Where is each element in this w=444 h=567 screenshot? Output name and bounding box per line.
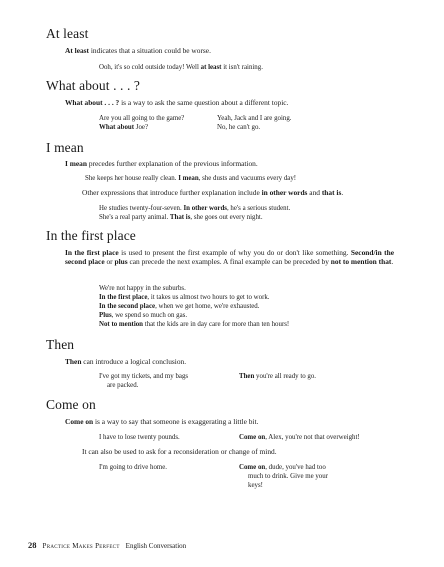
- text: , she dusts and vacuums every day!: [198, 175, 297, 182]
- heading-at-least: At least: [46, 26, 89, 41]
- term: plus: [114, 257, 128, 266]
- definition-at-least: [65, 46, 211, 55]
- example-that-is: [99, 213, 263, 222]
- page-number: 28: [28, 540, 37, 550]
- example-what-about-a2: No, he can't go.: [217, 124, 261, 131]
- example-come-on-1-right: [239, 433, 360, 442]
- text: is a way to ask the same question about a different topic.: [119, 98, 289, 107]
- definition-come-on: [65, 417, 258, 426]
- text: is a way to say that someone is exaggerating a little bit.: [93, 417, 259, 426]
- heading-what-about: What about . . . ?: [46, 78, 141, 93]
- text: can introduce a logical conclusion.: [81, 357, 187, 366]
- term: that is: [321, 188, 342, 197]
- example-come-on-2-right-line3: keys!: [248, 482, 263, 489]
- text: Other expressions that introduce further explanation include: [82, 188, 262, 197]
- term: Then: [239, 373, 255, 380]
- text: She keeps her house really clean.: [85, 175, 179, 182]
- book-title: Practice Makes Perfect: [42, 542, 120, 550]
- term: In the first place: [99, 294, 148, 301]
- term: in other words: [261, 188, 308, 197]
- heading-in-the-first-place: In the first place: [46, 228, 136, 243]
- term: Come on: [239, 434, 266, 441]
- example-then-line1: I've got my tickets, and my bags: [99, 373, 189, 380]
- text: precedes further explanation of the previous information.: [86, 159, 258, 168]
- example-first-place-4: [99, 311, 187, 320]
- example-what-about-q1: Are you all going to the game?: [99, 115, 185, 122]
- term: That is: [169, 214, 191, 221]
- term: In the first place: [65, 248, 119, 257]
- term: Then: [65, 357, 82, 366]
- example-at-least: [99, 63, 263, 72]
- term: I mean: [178, 175, 199, 182]
- note-other-expressions: [82, 188, 343, 197]
- text: He studies twenty-four-seven.: [99, 205, 184, 212]
- heading-then: Then: [46, 337, 75, 352]
- example-then-line2: are packed.: [107, 382, 139, 389]
- text: , we spend so much on gas.: [111, 312, 188, 319]
- heading-come-on: Come on: [46, 397, 96, 412]
- example-what-about-a1: Yeah, Jack and I are going.: [217, 115, 292, 122]
- text: you're all ready to go.: [254, 373, 317, 380]
- term: not to mention that: [330, 257, 392, 266]
- definition-what-about: [65, 98, 288, 107]
- text: She's a real party animal.: [99, 214, 170, 221]
- term: At least: [65, 46, 90, 55]
- text: is used to present the first example of why you do or don't like something.: [118, 248, 349, 257]
- term: Second/in the second place: [65, 248, 394, 266]
- text: indicates that a situation could be worse.: [89, 46, 211, 55]
- example-come-on-2-left: I'm going to drive home.: [99, 464, 168, 471]
- text: it isn't raining.: [221, 64, 263, 71]
- example-come-on-1-left: I have to lose twenty pounds.: [99, 434, 180, 441]
- definition-then: [65, 357, 186, 366]
- example-then-reply: [239, 372, 316, 381]
- definition-in-the-first-place: [65, 248, 394, 266]
- text: , he's a serious student.: [226, 205, 291, 212]
- example-first-place-1: We're not happy in the suburbs.: [99, 285, 186, 292]
- term: What about . . . ?: [65, 98, 120, 107]
- text: , Alex, you're not that overweight!: [265, 434, 360, 441]
- text: , when we get home, we're exhausted.: [155, 303, 260, 310]
- text: or: [104, 257, 115, 266]
- example-i-mean: [85, 174, 296, 183]
- example-in-other-words: [99, 204, 290, 213]
- page-footer: [28, 541, 186, 551]
- text: , dude, you've had too: [265, 464, 326, 471]
- term: Come on: [239, 464, 266, 471]
- text: , she goes out every night.: [190, 214, 263, 221]
- book-subtitle: English Conversation: [125, 542, 187, 550]
- example-first-place-3: [99, 302, 259, 311]
- text: Ooh, it's so cold outside today! Well: [99, 64, 201, 71]
- term: Come on: [65, 417, 94, 426]
- note-reconsideration: It can also be used to ask for a reconsideration or change of mind.: [82, 447, 277, 456]
- term: I mean: [65, 159, 87, 168]
- example-come-on-2-right-line1: [239, 463, 326, 472]
- term: What about: [99, 124, 135, 131]
- definition-i-mean: [65, 159, 258, 168]
- text: , it takes us almost two hours to get to work.: [147, 294, 270, 301]
- text: .: [341, 188, 344, 197]
- term: at least: [200, 64, 222, 71]
- example-first-place-5: [99, 320, 289, 329]
- term: In other words: [183, 205, 227, 212]
- example-what-about-q2: [99, 123, 148, 132]
- text: that the kids are in day care for more than ten hours!: [143, 321, 290, 328]
- text: and: [307, 188, 322, 197]
- text: .: [391, 257, 394, 266]
- example-come-on-2-right-line2: much to drink. Give me your: [248, 473, 328, 480]
- heading-i-mean: I mean: [46, 140, 84, 155]
- text: Joe?: [134, 124, 149, 131]
- text: can precede the next examples. A final example can be preceded by: [127, 257, 331, 266]
- term: In the second place: [99, 303, 156, 310]
- term: Not to mention: [99, 321, 144, 328]
- example-first-place-2: [99, 293, 270, 302]
- term: Plus: [99, 312, 112, 319]
